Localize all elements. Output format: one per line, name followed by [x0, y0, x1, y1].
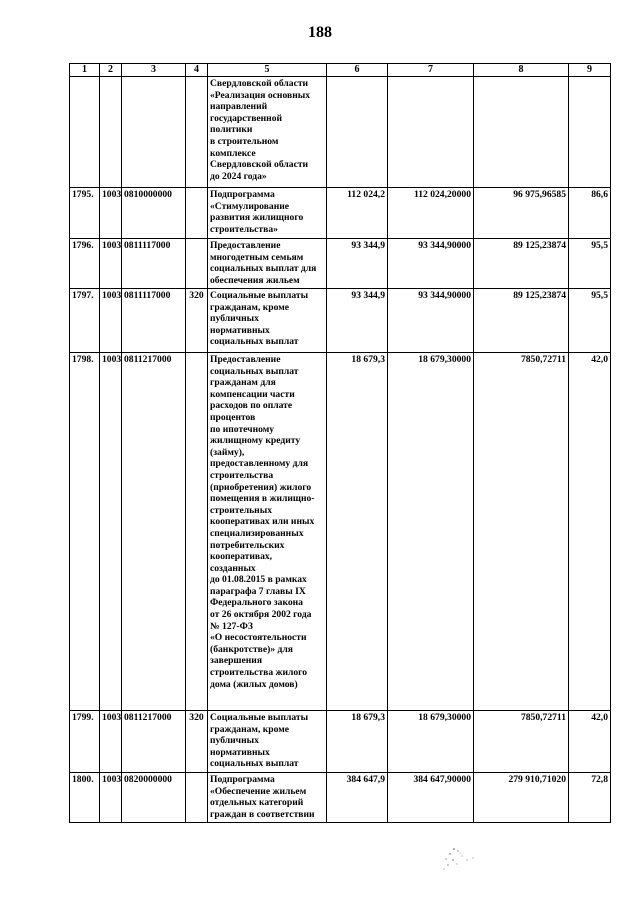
- section-code-cell: 1003: [100, 773, 122, 823]
- plan-precise-cell: 18 679,30000: [388, 711, 474, 773]
- section-code-cell: 1003: [100, 188, 122, 239]
- plan-precise-cell: 384 647,90000: [388, 773, 474, 823]
- item-name-cell: Предоставление многодетным семьям социальных выплат для обеспечения жильем: [208, 239, 327, 289]
- plan-amount-cell: 18 679,3: [327, 711, 388, 773]
- executed-amount-cell: [474, 77, 569, 188]
- plan-amount-cell: 384 647,9: [327, 773, 388, 823]
- row-number-cell: 1795.: [70, 188, 100, 239]
- column-header: 1: [70, 64, 100, 77]
- item-name-cell: Предоставление социальных выплат гражданам для компенсации части расходов по оплате процентов по ипотечному жилищному кредиту (займу), предоставленному для строительства (приобретения) жилого помещения в жилищно- строительных кооперативах или иных специализированных потребительских кооперативах, созданных до 01.08.2015 в рамках параграфа 7 главы IX Федерального закона от 26 октября 2002 года № 127-ФЗ «О несостоятельности (банкротстве)» для завершения строительства жилого дома (жилых домов): [208, 353, 327, 711]
- plan-amount-cell: 112 024,2: [327, 188, 388, 239]
- section-code-cell: 1003: [100, 239, 122, 289]
- column-header: 4: [186, 64, 208, 77]
- column-header: 3: [122, 64, 186, 77]
- column-header: 7: [388, 64, 474, 77]
- row-number-cell: [70, 77, 100, 188]
- item-name-cell: Социальные выплаты гражданам, кроме публичных нормативных социальных выплат: [208, 711, 327, 773]
- table-row: [70, 353, 611, 711]
- expense-code-cell: [186, 188, 208, 239]
- plan-precise-cell: 18 679,30000: [388, 353, 474, 711]
- executed-amount-cell: 7850,72711: [474, 711, 569, 773]
- executed-amount-cell: 89 125,23874: [474, 239, 569, 289]
- plan-precise-cell: 93 344,90000: [388, 289, 474, 353]
- executed-amount-cell: 279 910,71020: [474, 773, 569, 823]
- percent-cell: 95,5: [569, 289, 611, 353]
- target-code-cell: 0811217000: [122, 711, 186, 773]
- target-code-cell: 0811117000: [122, 239, 186, 289]
- section-code-cell: 1003: [100, 711, 122, 773]
- executed-amount-cell: 89 125,23874: [474, 289, 569, 353]
- percent-cell: 95,5: [569, 239, 611, 289]
- column-header-row: [70, 64, 611, 77]
- plan-precise-cell: 93 344,90000: [388, 239, 474, 289]
- item-name-cell: Социальные выплаты гражданам, кроме публичных нормативных социальных выплат: [208, 289, 327, 353]
- target-code-cell: 0811217000: [122, 353, 186, 711]
- target-code-cell: 0820000000: [122, 773, 186, 823]
- expense-code-cell: 320: [186, 289, 208, 353]
- item-name-cell: Подпрограмма «Стимулирование развития жилищного строительства»: [208, 188, 327, 239]
- table-row: [70, 188, 611, 239]
- section-code-cell: [100, 77, 122, 188]
- column-header: 9: [569, 64, 611, 77]
- row-number-cell: 1796.: [70, 239, 100, 289]
- table-row: [70, 289, 611, 353]
- expense-code-cell: [186, 77, 208, 188]
- plan-precise-cell: [388, 77, 474, 188]
- scan-speckle-mark: [440, 845, 500, 875]
- plan-amount-cell: 93 344,9: [327, 239, 388, 289]
- table-row: [70, 239, 611, 289]
- target-code-cell: 0810000000: [122, 188, 186, 239]
- plan-amount-cell: 18 679,3: [327, 353, 388, 711]
- percent-cell: 42,0: [569, 711, 611, 773]
- row-number-cell: 1798.: [70, 353, 100, 711]
- section-code-cell: 1003: [100, 289, 122, 353]
- expense-code-cell: [186, 773, 208, 823]
- column-header: 6: [327, 64, 388, 77]
- table-row: [70, 711, 611, 773]
- percent-cell: 86,6: [569, 188, 611, 239]
- row-number-cell: 1800.: [70, 773, 100, 823]
- expense-code-cell: [186, 239, 208, 289]
- table-row: [70, 77, 611, 188]
- column-header: 5: [208, 64, 327, 77]
- item-name-cell: Подпрограмма «Обеспечение жильем отдельных категорий граждан в соответствии: [208, 773, 327, 823]
- column-header: 8: [474, 64, 569, 77]
- expense-code-cell: [186, 353, 208, 711]
- plan-amount-cell: 93 344,9: [327, 289, 388, 353]
- page-number: 188: [308, 24, 332, 41]
- expense-code-cell: 320: [186, 711, 208, 773]
- target-code-cell: [122, 77, 186, 188]
- plan-precise-cell: 112 024,20000: [388, 188, 474, 239]
- item-name-cell: Свердловской области «Реализация основных направлений государственной политики в строительном комплексе Свердловской области до 2024 года»: [208, 77, 327, 188]
- budget-table: [69, 63, 611, 823]
- target-code-cell: 0811117000: [122, 289, 186, 353]
- percent-cell: 42,0: [569, 353, 611, 711]
- percent-cell: 72,8: [569, 773, 611, 823]
- table-row: [70, 773, 611, 823]
- row-number-cell: 1797.: [70, 289, 100, 353]
- section-code-cell: 1003: [100, 353, 122, 711]
- executed-amount-cell: 7850,72711: [474, 353, 569, 711]
- executed-amount-cell: 96 975,96585: [474, 188, 569, 239]
- plan-amount-cell: [327, 77, 388, 188]
- column-header: 2: [100, 64, 122, 77]
- row-number-cell: 1799.: [70, 711, 100, 773]
- percent-cell: [569, 77, 611, 188]
